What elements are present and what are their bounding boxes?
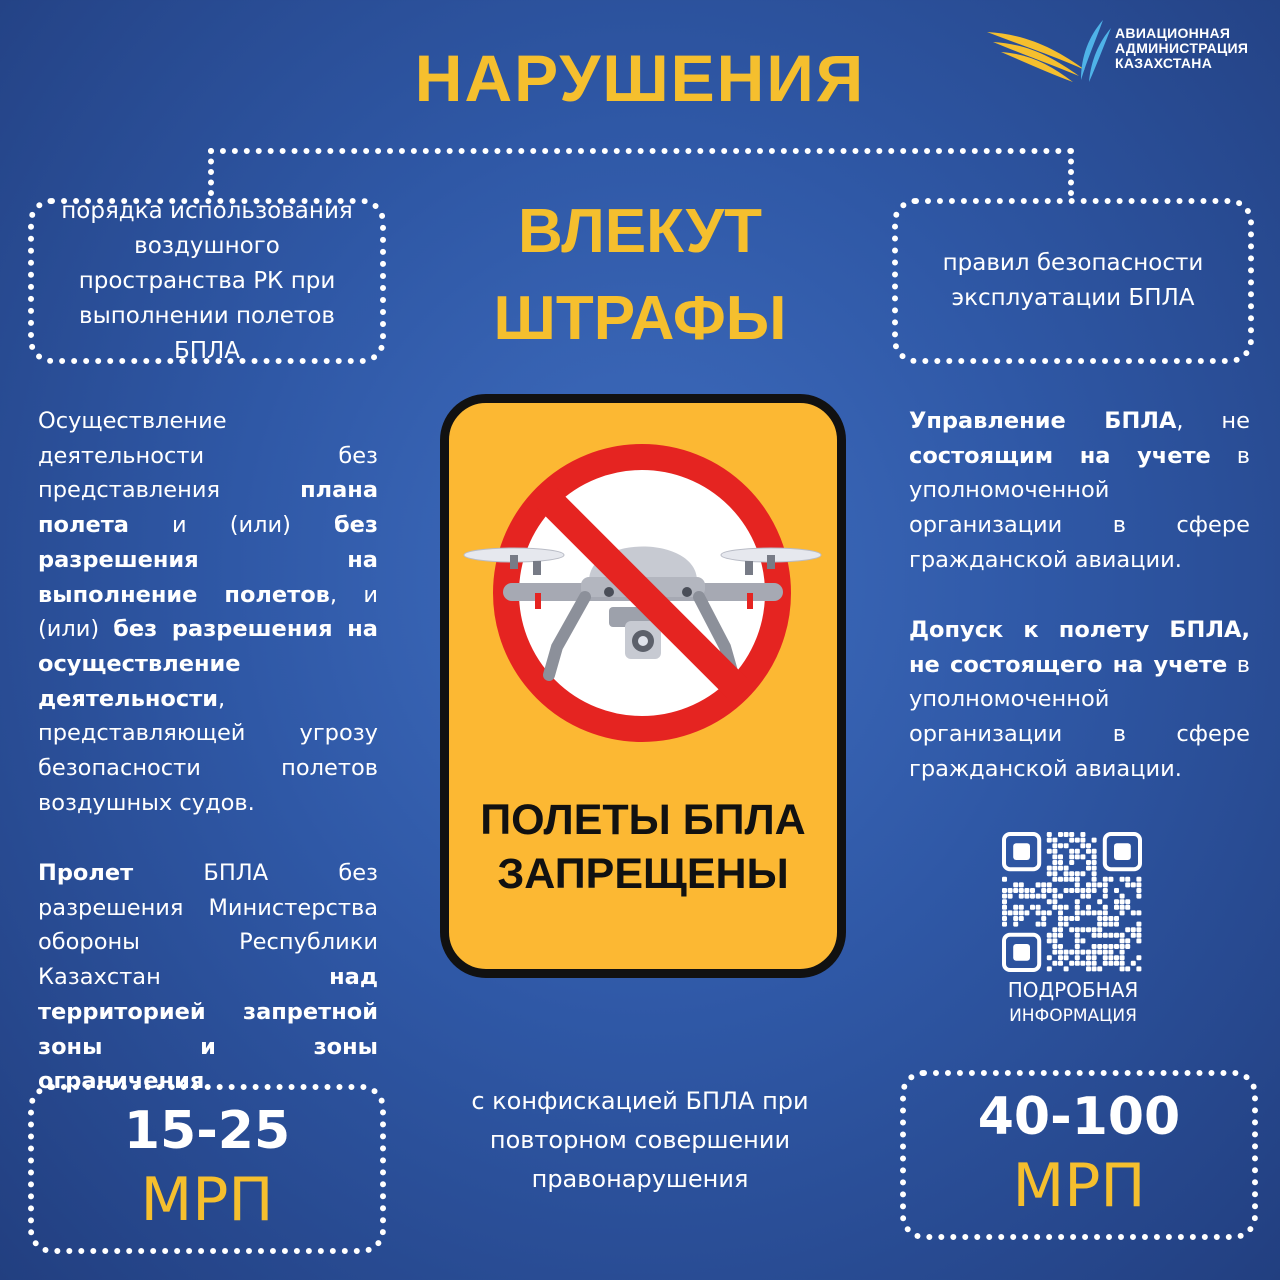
fine-amount-left: 15-25	[123, 1101, 291, 1161]
logo-line-2: АДМИНИСТРАЦИЯ	[1115, 40, 1249, 56]
fine-box-right	[900, 1070, 1258, 1240]
right-violation-2: Допуск к полету БПЛА, не состоящего на учете в уполномоченной организации в сфере гражданской авиации.	[909, 617, 1250, 782]
left-violation-2: Пролет БПЛА без разрешения Министерства обороны Республики Казахстан над территорией запретной зоны и зоны ограничения.	[38, 860, 378, 1095]
dotted-connector	[208, 148, 1074, 196]
fine-unit-right: МРП	[1012, 1151, 1146, 1221]
confiscation-note: с конфискацией БПЛА при повторном совершении правонарушения	[471, 1087, 809, 1193]
qr-caption	[960, 976, 1186, 1028]
wings-logo-icon	[985, 18, 1115, 88]
heading-entail: ВЛЕКУТ	[518, 197, 762, 266]
logo	[985, 18, 1265, 88]
safety-rules-text: правил безопасности эксплуатации БПЛА	[942, 250, 1204, 311]
left-violation-1: Осуществление деятельности без представления плана полета и (или) без разрешения на выполнение полетов, и (или) без разрешения на осуществление деятельности, представляющей угрозу безопасности полетов воздушных судов.	[38, 408, 378, 816]
logo-line-3: КАЗАХСТАНА	[1115, 55, 1213, 71]
fine-unit-left: МРП	[140, 1165, 274, 1235]
qr-caption-line-2: ИНФОРМАЦИЯ	[1009, 1006, 1137, 1026]
page-title: НАРУШЕНИЯ	[414, 41, 866, 115]
airspace-rules-box	[28, 198, 386, 364]
airspace-rules-text: порядка использования воздушного пространства РК при выполнении полетов БПЛА	[61, 197, 353, 364]
no-drone-icon	[449, 403, 837, 783]
no-drone-sign	[440, 394, 846, 978]
fine-amount-right: 40-100	[977, 1087, 1181, 1147]
right-violation-1: Управление БПЛА, не состоящим на учете в уполномоченной организации в сфере гражданской авиации.	[909, 408, 1250, 573]
safety-rules-box	[892, 198, 1254, 364]
sign-line-2: ЗАПРЕЩЕНЫ	[497, 850, 789, 898]
qr-code[interactable]	[1002, 832, 1142, 972]
fine-box-left	[28, 1084, 386, 1254]
sign-text	[449, 793, 837, 901]
logo-text	[1115, 26, 1280, 71]
sign-line-1: ПОЛЕТЫ БПЛА	[480, 796, 806, 844]
qr-code-icon	[1002, 832, 1142, 972]
logo-line-1: АВИАЦИОННАЯ	[1115, 25, 1231, 41]
heading-fines: ШТРАФЫ	[493, 284, 787, 353]
qr-caption-line-1: ПОДРОБНАЯ	[1007, 978, 1139, 1002]
